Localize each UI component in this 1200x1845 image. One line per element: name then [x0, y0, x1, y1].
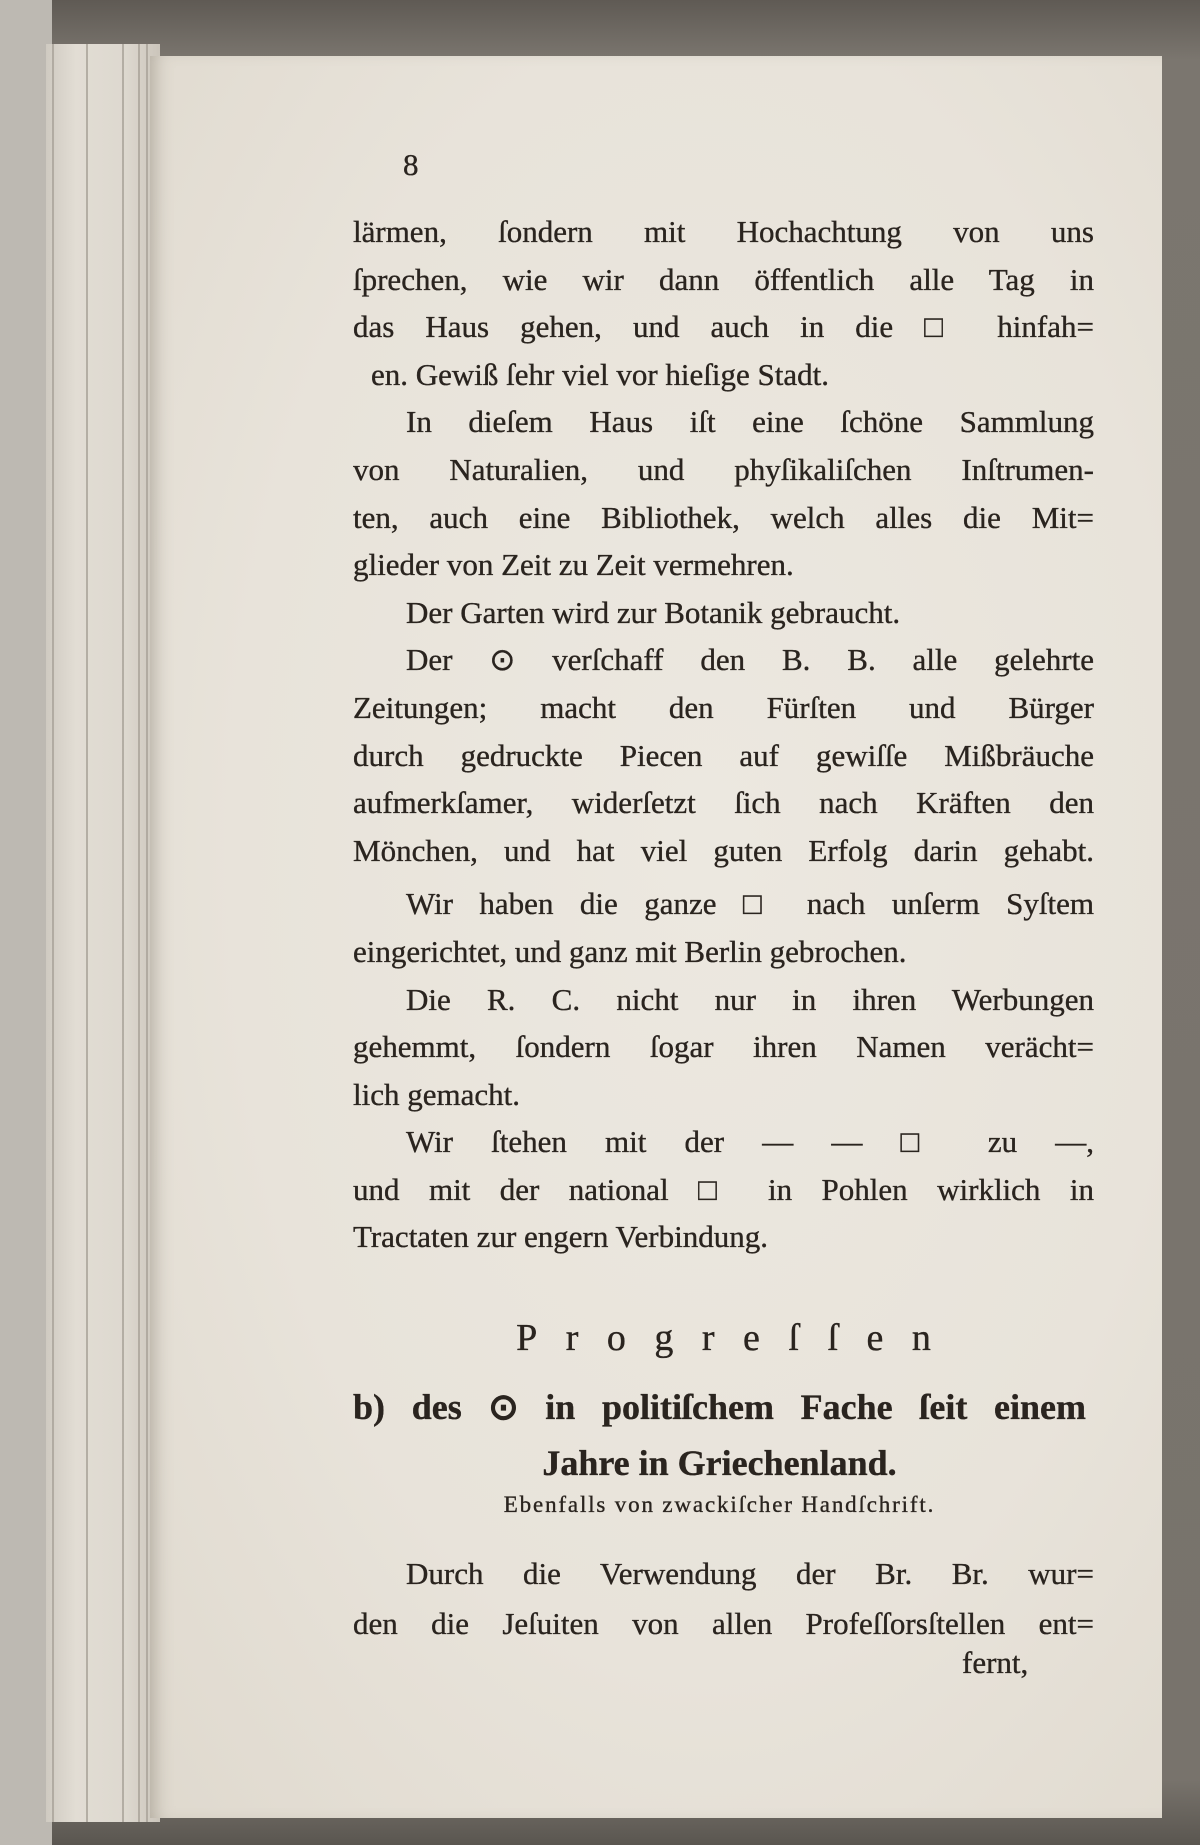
catchword: fernt,	[962, 1645, 1029, 1680]
paragraph	[353, 880, 1094, 975]
text-line: Der ⊙ verſchaff den B. B. alle gelehrte	[406, 642, 1094, 678]
text-line: Durch die Verwendung der Br. Br. wur=	[406, 1556, 1094, 1591]
text-line: und mit der national □ in Pohlen wirklich in	[353, 1171, 1094, 1207]
paragraph	[353, 636, 1094, 874]
text-line: durch gedruckte Piecen auf gewiſſe Mißbräuche	[353, 737, 1094, 773]
text-line: eingerichtet, und ganz mit Berlin gebrochen.	[353, 933, 907, 969]
text-line: das Haus gehen, und auch in die □ hinfah=	[353, 309, 1094, 345]
page-edge-line	[138, 44, 140, 1822]
paragraph	[353, 589, 1094, 637]
page-edges	[46, 44, 160, 1822]
text-line: von Naturalien, und phyſikaliſchen Inſtrumen-	[353, 451, 1094, 487]
page-edge-line	[122, 44, 124, 1822]
text-line: lich gemacht.	[353, 1076, 520, 1112]
text-line: Tractaten zur engern Verbindung.	[353, 1219, 768, 1255]
page-number: 8	[403, 147, 419, 182]
section-heading: Progreſſen	[516, 1317, 960, 1359]
text-line: den die Jeſuiten von allen Profeſſorsſtellen ent=	[353, 1606, 1094, 1641]
section-note: Ebenfalls von zwackiſcher Handſchrift.	[503, 1492, 936, 1517]
text-line: ten, auch eine Bibliothek, welch alles die Mit=	[353, 499, 1094, 535]
text-line: ſprechen, wie wir dann öffentlich alle Tag in	[353, 261, 1094, 297]
text-line: Wir haben die ganze □ nach unſerm Syſtem	[406, 886, 1094, 922]
paragraph	[353, 976, 1094, 1119]
text-line: Die R. C. nicht nur in ihren Werbungen	[406, 981, 1094, 1017]
text-line: Zeitungen; macht den Fürſten und Bürger	[353, 689, 1094, 725]
paragraph	[353, 1118, 1094, 1261]
page-edge-line	[52, 44, 54, 1822]
text-line: In dieſem Haus iſt eine ſchöne Sammlung	[406, 404, 1094, 440]
text-line: aufmerkſamer, widerſetzt ſich nach Kräften den	[353, 785, 1094, 821]
section-subheading: Jahre in Griechenland.	[542, 1443, 897, 1483]
text-line: Mönchen, und hat viel guten Erfolg darin gehabt.	[353, 832, 1094, 868]
page-edge-line	[146, 44, 148, 1822]
body-text	[353, 208, 1094, 1261]
paragraph	[353, 398, 1094, 588]
text-line: Wir ſtehen mit der — — □ zu —,	[406, 1124, 1094, 1160]
section-subheading: b) des ⊙ in politiſchem Fache ſeit einem	[353, 1387, 1086, 1427]
page-edge-line	[86, 44, 88, 1822]
section-paragraph	[353, 1549, 1094, 1649]
text-line: gehemmt, ſondern ſogar ihren Namen verächt=	[353, 1029, 1094, 1065]
text-line: lärmen, ſondern mit Hochachtung von uns	[353, 214, 1094, 249]
text-line: Der Garten wird zur Botanik gebraucht.	[406, 594, 901, 630]
paragraph	[353, 208, 1094, 398]
text-line: glieder von Zeit zu Zeit vermehren.	[353, 547, 794, 583]
text-line: en. Gewiß ſehr viel vor hieſige Stadt.	[371, 356, 829, 392]
